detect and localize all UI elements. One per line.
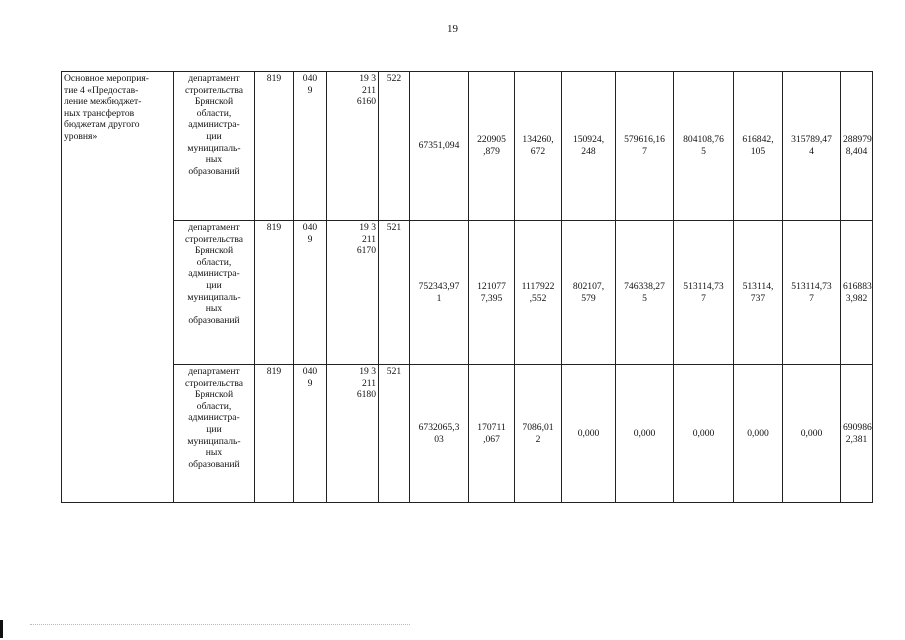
amount-line: 105	[750, 146, 766, 157]
amount-cell	[841, 72, 873, 221]
amount-line: 7	[701, 292, 706, 304]
amount-line: 746338,27	[624, 280, 665, 292]
department-line: департамент	[188, 222, 240, 233]
grbs-code-cell: 819	[255, 221, 294, 365]
amount-line: ,552	[529, 292, 547, 304]
amount-line: 690986	[843, 421, 872, 433]
department-line: ных	[205, 303, 223, 315]
amount-line: 752343,97	[418, 280, 460, 292]
amount-line: 0,000	[577, 427, 600, 439]
amount-cell	[674, 221, 734, 365]
amount-cell	[674, 365, 734, 503]
expense-type-cell: 521	[379, 221, 410, 365]
department-line: администра-	[188, 119, 240, 131]
amount-cell	[734, 365, 783, 503]
amount-line: 220905	[477, 134, 506, 146]
amount-line: ,879	[483, 146, 500, 157]
section-code-cell	[294, 221, 327, 365]
target-article-cell	[327, 365, 379, 503]
department-cell	[174, 365, 255, 503]
amount-line: 579616,16	[624, 134, 665, 146]
department-line: муниципаль-	[187, 291, 241, 303]
department-line: Брянской	[194, 96, 234, 108]
expense-type-cell: 522	[379, 72, 410, 221]
grbs-code-cell: 819	[255, 365, 294, 503]
amount-line: 5	[701, 146, 706, 157]
department-line: Брянской	[194, 389, 234, 401]
section-code-line: 040	[302, 366, 318, 377]
section-code-line: 9	[307, 377, 313, 389]
table-row	[62, 72, 873, 221]
event-name-line: ных трансфертов	[64, 107, 135, 119]
department-line: ных	[205, 154, 223, 166]
department-line: департамент	[188, 366, 240, 377]
department-line: ных	[205, 447, 223, 459]
amount-line: 1	[436, 292, 442, 304]
amount-cell	[562, 221, 616, 365]
target-article-line: 19 3	[359, 222, 376, 233]
amount-line: 4	[809, 146, 814, 157]
amount-cell	[562, 72, 616, 221]
amount-line: 0,000	[692, 427, 715, 439]
amount-cell	[410, 72, 469, 221]
amount-line: 0,000	[633, 427, 656, 439]
amount-line: 1117922	[521, 280, 555, 292]
amount-line: 737	[750, 292, 766, 304]
amount-cell	[734, 221, 783, 365]
amount-cell	[515, 365, 562, 503]
department-line: области,	[196, 256, 232, 268]
amount-cell	[410, 221, 469, 365]
table-row	[62, 221, 873, 365]
target-article-line: 6160	[356, 96, 376, 108]
amount-line: 121077	[477, 280, 506, 292]
amount-line: 7086,01	[522, 421, 554, 433]
amount-line: 315789,47	[791, 134, 832, 146]
event-name-line: Основное мероприя-	[64, 73, 149, 84]
section-code-cell	[294, 72, 327, 221]
scan-artifact-line	[30, 624, 410, 626]
event-name-line: тие 4 «Предостав-	[64, 84, 139, 96]
amount-line: 804108,76	[683, 134, 724, 146]
amount-line: 6732065,3	[418, 421, 460, 433]
amount-cell	[674, 72, 734, 221]
department-line: области,	[196, 400, 232, 412]
event-name-line: ление межбюджет-	[64, 96, 142, 108]
amount-line: 616883	[843, 280, 872, 292]
amount-cell	[841, 221, 873, 365]
amount-line: ,067	[483, 433, 500, 445]
target-article-cell	[327, 72, 379, 221]
department-line: образований	[188, 314, 240, 326]
amount-line: 0,000	[800, 427, 823, 439]
amount-line: 513114,73	[683, 280, 724, 292]
amount-line: 03	[434, 433, 444, 445]
department-line: строительства	[184, 377, 244, 389]
section-code-line: 040	[302, 73, 318, 84]
amount-cell	[515, 72, 562, 221]
amount-cell	[616, 72, 674, 221]
amount-line: 802107,	[572, 280, 605, 292]
scan-edge-mark	[0, 620, 3, 638]
department-line: образований	[188, 165, 240, 177]
department-cell	[174, 221, 255, 365]
event-name-cell	[62, 72, 174, 503]
section-code-line: 040	[302, 222, 318, 233]
amount-line: 513114,73	[791, 280, 832, 292]
amount-line: 248	[581, 146, 596, 157]
amount-cell	[562, 365, 616, 503]
amount-line: 170711	[477, 421, 506, 433]
target-article-line: 6180	[356, 389, 376, 401]
amount-line: 7	[809, 292, 814, 304]
department-line: администра-	[188, 412, 240, 424]
amount-line: 579	[581, 292, 596, 304]
event-name-line: уровня»	[64, 130, 98, 142]
section-code-line: 9	[307, 233, 313, 245]
amount-cell	[783, 221, 841, 365]
department-line: ции	[206, 423, 222, 435]
department-cell	[174, 72, 255, 221]
target-article-line: 211	[361, 84, 376, 96]
target-article-line: 211	[361, 377, 376, 389]
department-line: Брянской	[194, 245, 234, 257]
event-name-line: бюджетам другого	[64, 119, 140, 131]
expense-type-cell: 521	[379, 365, 410, 503]
amount-line: 616842,	[742, 134, 774, 146]
amount-cell	[515, 221, 562, 365]
amount-line: 150924,	[572, 134, 605, 146]
department-line: муниципаль-	[187, 142, 241, 154]
department-line: образований	[188, 458, 240, 470]
amount-line: 5	[642, 292, 647, 304]
amount-cell	[410, 365, 469, 503]
amount-line: 8,404	[845, 146, 868, 157]
target-article-line: 19 3	[359, 366, 376, 377]
target-article-line: 6170	[356, 245, 376, 257]
section-code-line: 9	[307, 84, 313, 96]
department-line: области,	[196, 107, 232, 119]
grbs-code-cell: 819	[255, 72, 294, 221]
amount-line: 288979	[843, 134, 872, 146]
target-article-cell	[327, 221, 379, 365]
amount-cell	[616, 221, 674, 365]
amount-line: 513114,	[742, 280, 774, 292]
amount-line: 2	[535, 433, 541, 445]
amount-line: 134260,	[522, 134, 554, 146]
department-line: администра-	[188, 268, 240, 280]
amount-cell	[469, 365, 515, 503]
amount-line: 2,381	[845, 433, 868, 445]
target-article-line: 19 3	[359, 73, 376, 84]
amount-cell	[469, 72, 515, 221]
department-line: муниципаль-	[187, 435, 241, 447]
department-line: строительства	[184, 233, 244, 245]
table-row	[62, 365, 873, 503]
department-line: ции	[206, 279, 222, 291]
amount-line: 672	[530, 146, 546, 157]
amount-cell	[616, 365, 674, 503]
amount-cell	[734, 72, 783, 221]
amount-cell	[783, 365, 841, 503]
page-number: 19	[447, 23, 458, 35]
amount-cell	[841, 365, 873, 503]
amount-line: 7	[642, 146, 647, 157]
target-article-line: 211	[361, 233, 376, 245]
amount-line: 0,000	[747, 427, 769, 439]
department-line: ции	[206, 130, 222, 142]
amount-cell	[469, 221, 515, 365]
amount-line: 7,395	[480, 292, 503, 304]
section-code-cell	[294, 365, 327, 503]
amount-cell	[783, 72, 841, 221]
amount-line: 3,982	[845, 292, 868, 304]
amount-line: 67351,094	[418, 140, 460, 152]
department-line: департамент	[188, 73, 240, 84]
department-line: строительства	[184, 84, 244, 96]
budget-table	[61, 71, 873, 503]
